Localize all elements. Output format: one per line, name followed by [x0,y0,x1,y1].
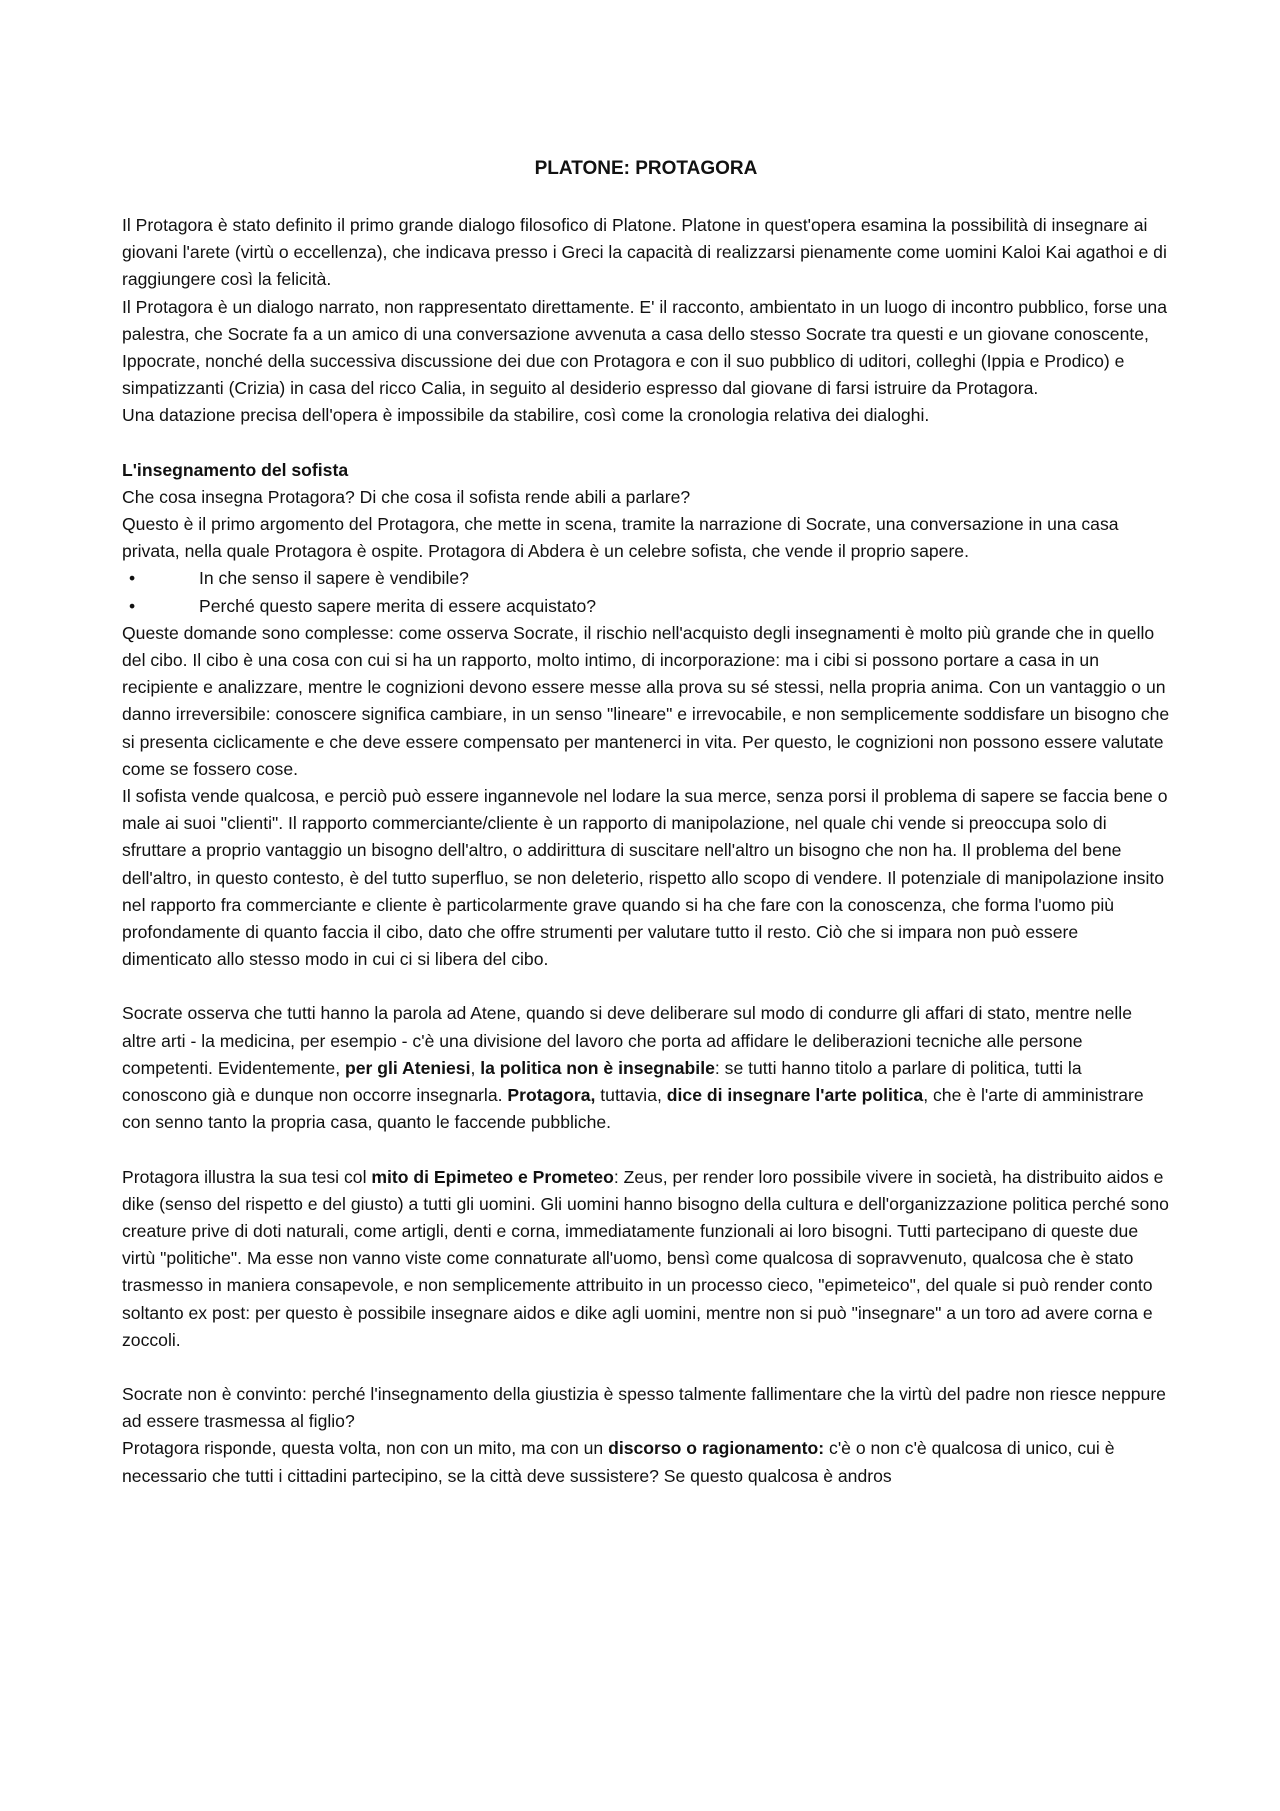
bold-run: Protagora, [507,1085,596,1106]
text-run: Protagora risponde, questa volta, non con un mito, ma con un [122,1438,609,1459]
paragraph-atene [122,1000,1170,1136]
section-intro: Questo è il primo argomento del Protagora, che mette in scena, tramite la narrazione di Socrate, una conversazione in una casa privata, nella quale Protagora è ospite. Protagora di Abdera è un celebre sofista, che vende il proprio sapere. [122,514,1119,562]
paragraph-gap [122,430,1170,457]
paragraph-gap [122,973,1170,1000]
text-run: Protagora illustra la sua tesi col [122,1166,372,1187]
bold-run: discorso o ragionamento: [608,1438,825,1459]
intro-paragraph-1: Il Protagora è stato definito il primo grande dialogo filosofico di Platone. Platone in quest'opera esamina la possibilità di insegnare ai giovani l'arete (virtù o eccellenza), che indicava presso i Greci la capacità di realizzarsi pienamente come uomini Kaloi Kai agathoi e di raggiungere così la felicità. [122,215,1167,290]
list-item [122,593,1170,620]
paragraph-socrate: Socrate non è convinto: perché l'insegnamento della giustizia è spesso talmente fallimentare che la virtù del padre non riesce neppure ad essere trasmessa al figlio? [122,1383,1166,1432]
bold-run: per gli Ateniesi [344,1057,471,1078]
bold-run: mito di Epimeteo e Prometeo [371,1166,614,1187]
paragraph-gap [122,1354,1170,1381]
text-run: c'è o non c'è qualcosa di unico, cui è necessario che tutti i cittadini partecipino, se la città deve sussistere? Se questo qualcosa è andros [122,1438,1115,1486]
paragraph-risposta [122,1435,1170,1489]
intro-paragraph-3: Una datazione precisa dell'opera è impossibile da stabilire, così come la cronologia relativa dei dialoghi. [122,405,930,426]
paragraph-mito [122,1164,1170,1354]
paragraph-gap [122,1137,1170,1164]
list-item-text: In che senso il sapere è vendibile? [199,568,469,589]
list-item [122,565,1170,592]
text-run: : se tutti hanno titolo a parlare di politica, tutti la conoscono già e dunque non occorre insegnarla. [122,1057,1082,1106]
bullet-icon: • [129,568,136,589]
text-run: , [470,1057,481,1078]
intro-paragraph-2: Il Protagora è un dialogo narrato, non rappresentato direttamente. E' il racconto, ambientato in un luogo di incontro pubblico, forse una palestra, che Socrate fa a un amico di una conversazione avvenuta a casa dello stesso Socrate tra questi e un giovane conoscente, Ippocrate, nonché della successiva discussione dei due con Protagora e con il suo pubblico di uditori, colleghi (Ippia e Prodico) e simpatizzanti (Crizia) in casa del ricco Calia, in seguito al desiderio espresso dal giovane di farsi istruire da Protagora. [122,296,1167,399]
list-item-text: Perché questo sapere merita di essere acquistato? [199,595,597,616]
bold-run: dice di insegnare l'arte politica [666,1085,924,1106]
bold-run: la politica non è insegnabile [480,1057,715,1078]
paragraph-questions: Queste domande sono complesse: come osserva Socrate, il rischio nell'acquisto degli insegnamenti è molto più grande che in quello del cibo. Il cibo è una cosa con cui si ha un rapporto, molto intimo, di incorporazione: ma i cibi si possono portare a casa in un recipiente e analizzare, mentre le cognizioni devono essere messe alla prova su sé stessi, nella propria anima. Con un vantaggio o un danno irreversibile: conoscere significa cambiare, in un senso "lineare" e irrevocabile, e non semplicemente soddisfare un bisogno che si presenta ciclicamente e che deve essere compensato per mantenerci in vita. Per questo, le cognizioni non possono essere valutate come se fossero cose. [122,622,1170,779]
text-run: Socrate osserva che tutti hanno la parola ad Atene, quando si deve deliberare sul modo di condurre gli affari di stato, mentre nelle altre arti - la medicina, per esempio - c'è una divisione del lavoro che porta ad affidare le deliberazioni tecniche alle persone competenti. Evidentemente, [122,1003,1132,1078]
bullet-icon: • [129,595,136,616]
text-run: tuttavia, [595,1085,667,1106]
paragraph-sofista: Il sofista vende qualcosa, e perciò può essere ingannevole nel lodare la sua merce, senza porsi il problema di sapere se faccia bene o male ai suoi "clienti". Il rapporto commerciante/cliente è un rapporto di manipolazione, nel quale chi vende si preoccupa solo di sfruttare a proprio vantaggio un bisogno dell'altro, o addirittura di suscitare nell'altro un bisogno che non ha. Il problema del bene dell'altro, in questo contesto, è del tutto superfluo, se non deleterio, rispetto allo scopo di vendere. Il potenziale di manipolazione insito nel rapporto fra commerciante e cliente è particolarmente grave quando si ha che fare con la conoscenza, che forma l'uomo più profondamente di quanto faccia il cibo, dato che offre strumenti per valutare tutto il resto. Ciò che si impara non può essere dimenticato allo stesso modo in cui ci si libera del cibo. [122,786,1168,970]
text-run: : Zeus, per render loro possibile vivere in società, ha distribuito aidos e dike (senso del rispetto e del giusto) a tutti gli uomini. Gli uomini hanno bisogno della cultura e dell'organizzazione politica perché sono creature prive di doti naturali, come artigli, denti e corna, immediatamente funzionali ai loro bisogni. Tutti partecipano di queste due virtù "politiche". Ma esse non vanno viste come connaturate all'uomo, bensì come qualcosa di sopravvenuto, qualcosa che è stato trasmesso in maniera consapevole, e non semplicemente attribuito in un processo cieco, "epimeteico", del quale si può render conto soltanto ex post: per questo è possibile insegnare aidos e dike agli uomini, mentre non si può "insegnare" a un toro ad avere corna e zoccoli. [122,1166,1169,1350]
text-run: , che è l'arte di amministrare con senno tanto la propria casa, quanto le faccende pubbliche. [122,1085,1144,1133]
page-title: PLATONE: PROTAGORA [534,158,758,179]
section-question: Che cosa insegna Protagora? Di che cosa il sofista rende abili a parlare? [122,486,691,507]
document-body [122,154,1170,1490]
section-heading: L'insegnamento del sofista [122,459,349,480]
